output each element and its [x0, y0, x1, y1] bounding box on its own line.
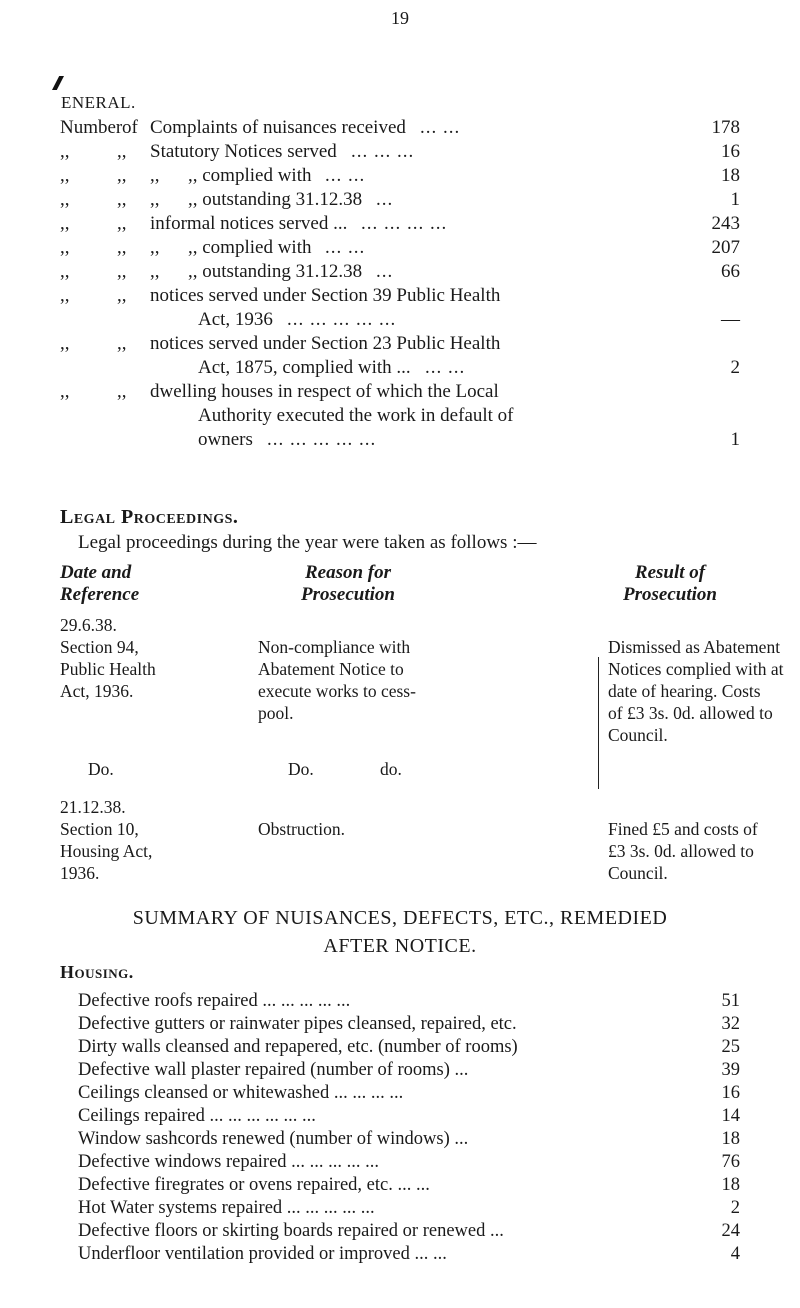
complaint-leader-dots: ... ... — [325, 237, 366, 258]
housing-item-label: Ceilings cleansed or whitewashed ... ... ... ... — [78, 1083, 404, 1103]
housing-item-value: 76 — [721, 1152, 740, 1172]
complaint-col1: Number — [60, 117, 123, 138]
col-header-reason-line2: Prosecution — [301, 584, 395, 605]
section-title-text: ENERAL. — [61, 93, 136, 112]
complaint-col2: ,, — [117, 213, 127, 234]
complaint-col1: ,, — [60, 189, 70, 210]
summary-title-line2: AFTER NOTICE. — [323, 935, 477, 957]
complaint-leader-dots: ... ... ... ... ... — [267, 429, 377, 450]
complaint-row — [0, 284, 800, 308]
housing-item — [0, 1036, 800, 1059]
complaint-col3: ,, — [150, 165, 160, 186]
case1-result-line: Dismissed as Abatement — [608, 637, 781, 657]
case1-ref-line: Public Health — [60, 659, 156, 679]
case3-ref-line: 1936. — [60, 863, 100, 883]
complaint-leader-dots: ... ... ... ... — [361, 213, 448, 234]
complaint-description: dwelling houses in respect of which the Local — [150, 381, 499, 402]
complaint-description: Act, 1936 — [198, 309, 273, 330]
complaint-row — [0, 188, 800, 212]
case1-reason — [258, 636, 416, 724]
case1-ref-line: Section 94, — [60, 637, 139, 657]
housing-item-label: Defective gutters or rainwater pipes cleansed, repaired, etc. — [78, 1014, 517, 1034]
complaint-value: 1 — [730, 429, 740, 450]
col-header-result-line1: Result of — [634, 562, 706, 583]
complaint-col1: ,, — [60, 285, 70, 306]
legal-proceedings-intro: Legal proceedings during the year were taken as follows :— — [78, 532, 537, 553]
housing-item — [0, 1151, 800, 1174]
case2-reason-do: Do. — [288, 759, 314, 779]
complaint-col1: ,, — [60, 237, 70, 258]
result-bracket — [598, 657, 605, 789]
case1-result-line: Notices complied with at — [608, 659, 784, 679]
complaint-row — [0, 356, 800, 380]
case3-ref-line: Housing Act, — [60, 841, 153, 861]
col-header-date — [60, 562, 139, 606]
housing-heading: Housing. — [60, 962, 134, 982]
housing-item-value: 24 — [721, 1221, 740, 1241]
case1-result-line: Council. — [608, 725, 668, 745]
housing-item — [0, 990, 800, 1013]
complaint-leader-dots: ... ... ... — [351, 141, 415, 162]
case3-result-line: Council. — [608, 863, 668, 883]
case3-result-line: Fined £5 and costs of — [608, 819, 758, 839]
case1-reason-line: Abatement Notice to — [258, 659, 404, 679]
case3-reason: Obstruction. — [258, 819, 346, 839]
case1-reason-line: Non-compliance with — [258, 637, 411, 657]
col-header-reason — [258, 562, 438, 606]
case3-result — [608, 818, 758, 884]
complaint-description: Act, 1875, complied with ... — [198, 357, 411, 378]
complaint-col2: ,, — [117, 165, 127, 186]
housing-item-value: 18 — [721, 1129, 740, 1149]
complaint-leader-dots: ... ... — [325, 165, 366, 186]
complaint-col2: ,, — [117, 141, 127, 162]
complaint-row — [0, 116, 800, 140]
housing-item-label: Defective wall plaster repaired (number of rooms) ... — [78, 1060, 469, 1080]
complaint-value: 18 — [721, 165, 740, 186]
complaint-description: notices served under Section 39 Public Health — [150, 285, 501, 306]
housing-item-label: Underfloor ventilation provided or improved ... ... — [78, 1244, 447, 1264]
complaint-row — [0, 332, 800, 356]
complaint-col3: ,, — [150, 189, 160, 210]
housing-item-value: 14 — [721, 1106, 740, 1126]
complaint-col2: ,, — [117, 381, 127, 402]
housing-item-value: 2 — [730, 1198, 740, 1218]
housing-item — [0, 1243, 800, 1266]
housing-item-label: Defective roofs repaired ... ... ... ... ... — [78, 991, 351, 1011]
complaint-value: 16 — [721, 141, 740, 162]
housing-item — [0, 1220, 800, 1243]
complaint-leader-dots: ... — [376, 261, 394, 282]
complaint-row — [0, 212, 800, 236]
case1-reference — [60, 636, 156, 702]
col-header-date-line2: Reference — [60, 584, 140, 605]
complaint-value: — — [721, 309, 740, 330]
complaint-description: ,, outstanding 31.12.38 — [188, 189, 363, 210]
case1-result-line: date of hearing. Costs — [608, 681, 761, 701]
housing-item-label: Defective windows repaired ... ... ... ... ... — [78, 1152, 380, 1172]
housing-item — [0, 1082, 800, 1105]
complaint-description: owners — [198, 429, 253, 450]
complaint-description: ,, outstanding 31.12.38 — [188, 261, 363, 282]
complaint-description: ,, complied with — [188, 237, 312, 258]
housing-item-value: 16 — [721, 1083, 740, 1103]
complaint-col2: ,, — [117, 285, 127, 306]
case1-date: 29.6.38. — [60, 615, 117, 635]
case2-reason-ditto: do. — [380, 759, 402, 779]
housing-item-label: Window sashcords renewed (number of windows) ... — [78, 1129, 469, 1149]
complaint-leader-dots: ... ... — [420, 117, 461, 138]
section-title — [55, 88, 136, 114]
housing-item-label: Defective firegrates or ovens repaired, etc. ... ... — [78, 1175, 430, 1195]
complaint-value: 2 — [730, 357, 740, 378]
complaint-col1: ,, — [60, 333, 70, 354]
complaint-row — [0, 308, 800, 332]
housing-item-value: 25 — [721, 1037, 740, 1057]
housing-item — [0, 1013, 800, 1036]
complaint-value: 207 — [711, 237, 740, 258]
complaint-col2: ,, — [117, 261, 127, 282]
complaint-value: 66 — [721, 261, 740, 282]
complaint-value: 243 — [711, 213, 740, 234]
complaint-description: ,, complied with — [188, 165, 312, 186]
complaint-row — [0, 380, 800, 404]
complaint-row — [0, 236, 800, 260]
housing-item-value: 51 — [721, 991, 740, 1011]
housing-item — [0, 1174, 800, 1197]
complaint-col1: ,, — [60, 261, 70, 282]
case3-reference — [60, 818, 152, 884]
col-header-result — [570, 562, 770, 606]
case1-result — [608, 636, 800, 746]
housing-item-label: Hot Water systems repaired ... ... ... ... ... — [78, 1198, 375, 1218]
summary-title-line1: SUMMARY OF NUISANCES, DEFECTS, ETC., REMEDIED — [132, 907, 668, 929]
housing-item-label: Defective floors or skirting boards repaired or renewed ... — [78, 1221, 504, 1241]
col-header-date-line1: Date and — [60, 562, 132, 583]
case1-ref-line: Act, 1936. — [60, 681, 134, 701]
housing-item — [0, 1105, 800, 1128]
col-header-reason-line1: Reason for — [304, 562, 392, 583]
complaint-col1: ,, — [60, 165, 70, 186]
complaint-col1: ,, — [60, 141, 70, 162]
complaint-row — [0, 140, 800, 164]
complaint-row — [0, 260, 800, 284]
housing-item-value: 32 — [721, 1014, 740, 1034]
housing-item — [0, 1197, 800, 1220]
housing-item-value: 4 — [730, 1244, 740, 1264]
complaint-leader-dots: ... ... — [425, 357, 466, 378]
complaint-description: Statutory Notices served — [150, 141, 337, 162]
case1-reason-line: execute works to cess- — [258, 681, 416, 701]
housing-item-label: Dirty walls cleansed and repapered, etc. (number of rooms) — [78, 1037, 518, 1057]
complaint-value: 1 — [730, 189, 740, 210]
complaint-col3: ,, — [150, 237, 160, 258]
summary-title — [0, 904, 800, 960]
housing-item — [0, 1059, 800, 1082]
case1-reason-line: pool. — [258, 703, 294, 723]
complaint-leader-dots: ... — [376, 189, 394, 210]
complaint-description: informal notices served ... — [150, 213, 348, 234]
case3-date: 21.12.38. — [60, 797, 126, 817]
housing-item-value: 39 — [721, 1060, 740, 1080]
complaint-col2: ,, — [117, 189, 127, 210]
complaint-col1: ,, — [60, 381, 70, 402]
complaint-row — [0, 164, 800, 188]
housing-item — [0, 1128, 800, 1151]
complaint-row — [0, 404, 800, 428]
case3-result-line: £3 3s. 0d. allowed to — [608, 841, 754, 861]
complaint-row — [0, 428, 800, 452]
housing-item-label: Ceilings repaired ... ... ... ... ... ... — [78, 1106, 316, 1126]
legal-proceedings-heading: Legal Proceedings. — [60, 506, 239, 528]
complaint-col2: ,, — [117, 333, 127, 354]
complaint-value: 178 — [711, 117, 740, 138]
complaint-col2: ,, — [117, 237, 127, 258]
col-header-result-line2: Prosecution — [623, 584, 717, 605]
case2-date: Do. — [88, 759, 114, 779]
complaint-leader-dots: ... ... ... ... ... — [287, 309, 397, 330]
case3-ref-line: Section 10, — [60, 819, 139, 839]
complaint-col2: of — [122, 117, 138, 138]
housing-item-value: 18 — [721, 1175, 740, 1195]
page-number: 19 — [391, 8, 409, 28]
complaint-description: notices served under Section 23 Public Health — [150, 333, 501, 354]
case1-result-line: of £3 3s. 0d. allowed to — [608, 703, 773, 723]
complaint-col1: ,, — [60, 213, 70, 234]
complaint-col3: ,, — [150, 261, 160, 282]
complaint-description: Complaints of nuisances received — [150, 117, 406, 138]
complaint-description: Authority executed the work in default of — [198, 405, 514, 426]
